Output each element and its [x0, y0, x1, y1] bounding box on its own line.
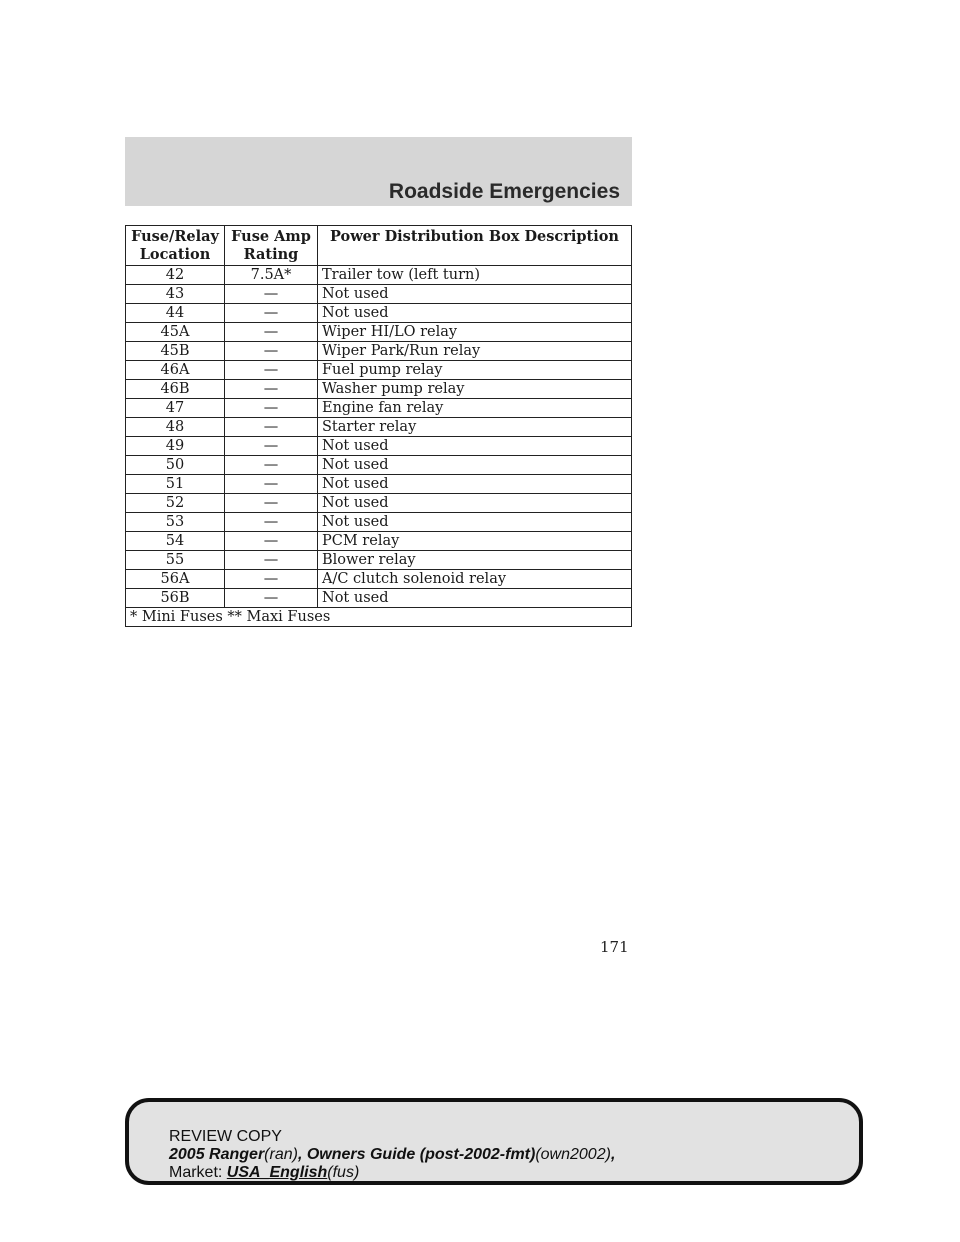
column-header-location: Fuse/Relay Location — [126, 226, 225, 266]
cell-description: A/C clutch solenoid relay — [318, 570, 632, 589]
cell-location: 46A — [126, 361, 225, 380]
cell-description: Not used — [318, 475, 632, 494]
table-footnote-row — [126, 608, 632, 627]
cell-location: 49 — [126, 437, 225, 456]
cell-location: 50 — [126, 456, 225, 475]
cell-amp-rating: — — [225, 551, 318, 570]
cell-location: 43 — [126, 285, 225, 304]
review-guide: Owners Guide (post-2002-fmt) — [306, 1146, 536, 1163]
table-row — [126, 513, 632, 532]
cell-amp-rating: — — [225, 418, 318, 437]
cell-amp-rating: — — [225, 475, 318, 494]
cell-amp-rating: — — [225, 285, 318, 304]
table-row — [126, 285, 632, 304]
cell-location: 47 — [126, 399, 225, 418]
cell-location: 42 — [126, 266, 225, 285]
review-market-line — [169, 1164, 615, 1182]
cell-description: Not used — [318, 589, 632, 608]
cell-amp-rating: 7.5A* — [225, 266, 318, 285]
cell-location: 44 — [126, 304, 225, 323]
cell-location: 45A — [126, 323, 225, 342]
table-row — [126, 494, 632, 513]
table-header-row — [126, 226, 632, 266]
review-model-code: (ran) — [264, 1146, 298, 1163]
cell-amp-rating: — — [225, 494, 318, 513]
cell-description: Fuel pump relay — [318, 361, 632, 380]
review-product-line — [169, 1146, 615, 1164]
cell-amp-rating: — — [225, 361, 318, 380]
cell-description: Not used — [318, 513, 632, 532]
table-row — [126, 323, 632, 342]
cell-location: 48 — [126, 418, 225, 437]
cell-description: Engine fan relay — [318, 399, 632, 418]
review-market: USA_English — [226, 1164, 328, 1181]
cell-location: 52 — [126, 494, 225, 513]
cell-amp-rating: — — [225, 323, 318, 342]
cell-amp-rating: — — [225, 437, 318, 456]
cell-location: 45B — [126, 342, 225, 361]
cell-amp-rating: — — [225, 380, 318, 399]
cell-amp-rating: — — [225, 532, 318, 551]
cell-amp-rating: — — [225, 513, 318, 532]
table-row — [126, 532, 632, 551]
cell-description: Not used — [318, 304, 632, 323]
table-row — [126, 380, 632, 399]
table-row — [126, 456, 632, 475]
table-row — [126, 589, 632, 608]
table-row — [126, 399, 632, 418]
cell-description: Blower relay — [318, 551, 632, 570]
section-header-band — [125, 137, 632, 206]
cell-description: Not used — [318, 494, 632, 513]
cell-amp-rating: — — [225, 456, 318, 475]
table-row — [126, 475, 632, 494]
fuse-table — [125, 225, 632, 627]
cell-description: Not used — [318, 437, 632, 456]
section-title: Roadside Emergencies — [388, 180, 620, 203]
review-sep-2: , — [610, 1146, 616, 1163]
cell-description: Trailer tow (left turn) — [318, 266, 632, 285]
table-row — [126, 551, 632, 570]
review-model: 2005 Ranger — [169, 1146, 265, 1163]
table-row — [126, 361, 632, 380]
table-body — [126, 266, 632, 608]
review-copy-label: REVIEW COPY — [169, 1128, 282, 1145]
table-row — [126, 570, 632, 589]
column-header-description: Power Distribution Box Description — [318, 226, 632, 266]
cell-description: Starter relay — [318, 418, 632, 437]
cell-amp-rating: — — [225, 570, 318, 589]
cell-description: PCM relay — [318, 532, 632, 551]
table-footnote: * Mini Fuses ** Maxi Fuses — [126, 608, 632, 627]
cell-amp-rating: — — [225, 399, 318, 418]
cell-description: Not used — [318, 285, 632, 304]
cell-location: 54 — [126, 532, 225, 551]
cell-location: 53 — [126, 513, 225, 532]
page-number: 171 — [600, 938, 629, 956]
review-guide-code: (own2002) — [535, 1146, 611, 1163]
cell-description: Not used — [318, 456, 632, 475]
review-copy-box — [125, 1098, 863, 1185]
cell-description: Wiper Park/Run relay — [318, 342, 632, 361]
review-market-label: Market: — [169, 1164, 227, 1181]
table-row — [126, 266, 632, 285]
cell-location: 56A — [126, 570, 225, 589]
cell-description: Washer pump relay — [318, 380, 632, 399]
table-row — [126, 304, 632, 323]
table-row — [126, 418, 632, 437]
cell-location: 51 — [126, 475, 225, 494]
column-header-amp-rating: Fuse Amp Rating — [225, 226, 318, 266]
cell-location: 46B — [126, 380, 225, 399]
review-copy-text — [169, 1128, 615, 1182]
cell-amp-rating: — — [225, 304, 318, 323]
cell-description: Wiper HI/LO relay — [318, 323, 632, 342]
cell-amp-rating: — — [225, 589, 318, 608]
review-sep-1: , — [297, 1146, 307, 1163]
table-row — [126, 437, 632, 456]
cell-location: 56B — [126, 589, 225, 608]
review-market-code: (fus) — [327, 1164, 360, 1181]
table-row — [126, 342, 632, 361]
cell-location: 55 — [126, 551, 225, 570]
cell-amp-rating: — — [225, 342, 318, 361]
